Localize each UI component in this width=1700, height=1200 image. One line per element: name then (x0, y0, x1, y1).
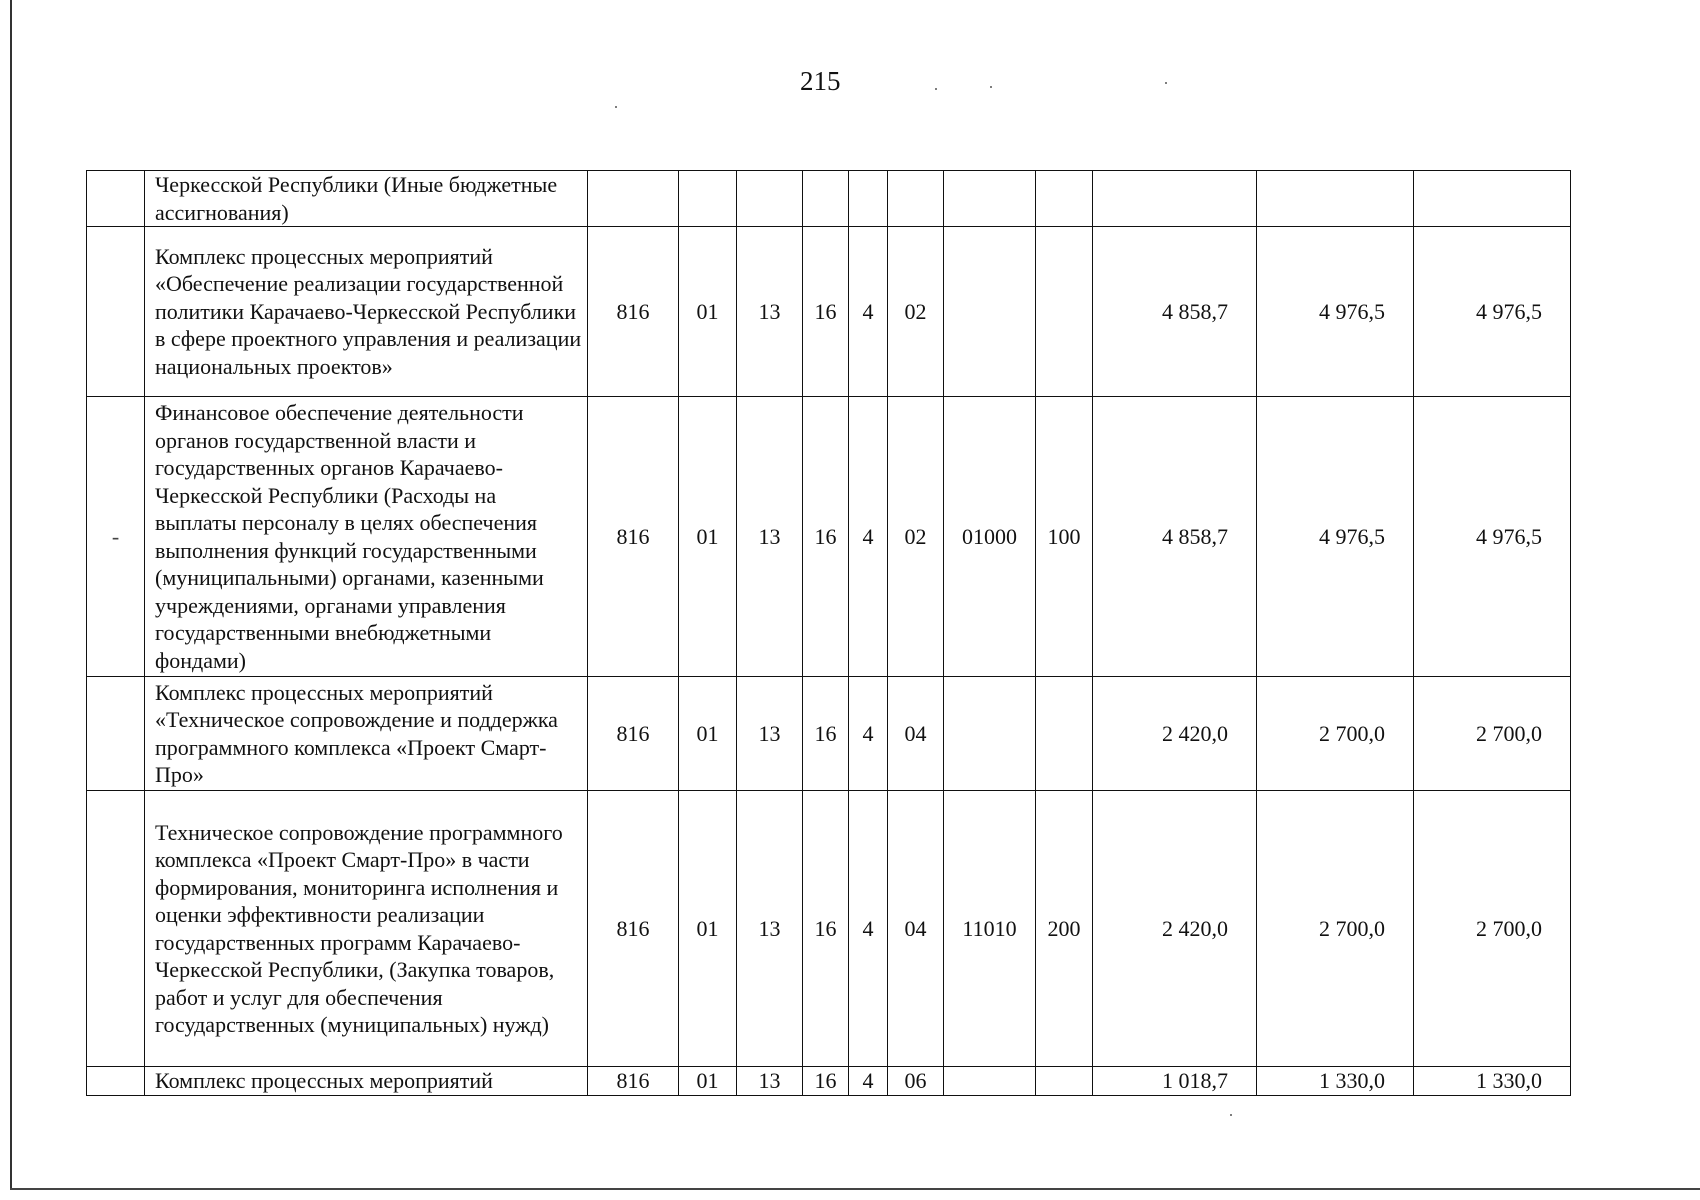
scan-border-left (10, 0, 12, 1190)
type-code: 4 (849, 677, 888, 791)
row-mark (87, 171, 145, 227)
amount-year-2 (1257, 171, 1414, 227)
expense-type-code (1036, 227, 1093, 397)
structure-code: 04 (888, 791, 944, 1067)
section-code: 01 (679, 677, 737, 791)
type-code: 4 (849, 397, 888, 677)
subsection-code: 13 (737, 1067, 803, 1096)
subsection-code: 13 (737, 791, 803, 1067)
section-code: 01 (679, 227, 737, 397)
expense-type-code (1036, 677, 1093, 791)
amount-year-1: 4 858,7 (1093, 397, 1257, 677)
scan-border-bottom (10, 1188, 1700, 1190)
expense-name: Финансовое обеспечение деятельности органов государственной власти и государственных органов Карачаево-Черкесской Республики (Расходы на выплаты персоналу в целях обеспечения выполнения функций государственными (муниципальными) органами, казенными учреждениями, органами управления государственными внебюджетными фондами) (145, 397, 588, 677)
structure-code: 02 (888, 397, 944, 677)
structure-code (888, 171, 944, 227)
expense-name: Комплекс процессных мероприятий «Обеспечение реализации государственной политики Карачаево-Черкесской Республики в сфере проектного управления и реализации национальных проектов» (145, 227, 588, 397)
ministry-code: 816 (588, 677, 679, 791)
program-code (803, 171, 849, 227)
structure-code: 06 (888, 1067, 944, 1096)
amount-year-3: 1 330,0 (1414, 1067, 1571, 1096)
amount-year-1: 4 858,7 (1093, 227, 1257, 397)
type-code: 4 (849, 227, 888, 397)
direction-code (944, 1067, 1036, 1096)
amount-year-1: 2 420,0 (1093, 791, 1257, 1067)
type-code (849, 171, 888, 227)
amount-year-2: 2 700,0 (1257, 677, 1414, 791)
section-code (679, 171, 737, 227)
ministry-code: 816 (588, 1067, 679, 1096)
expense-name: Комплекс процессных мероприятий «Техническое сопровождение и поддержка программного комплекса «Проект Смарт-Про» (145, 677, 588, 791)
program-code: 16 (803, 1067, 849, 1096)
amount-year-3: 4 976,5 (1414, 227, 1571, 397)
page-number: 215 (800, 66, 841, 96)
ministry-code: 816 (588, 227, 679, 397)
expense-type-code: 100 (1036, 397, 1093, 677)
scan-speck (935, 88, 937, 90)
amount-year-1 (1093, 171, 1257, 227)
structure-code: 04 (888, 677, 944, 791)
row-mark (87, 227, 145, 397)
subsection-code: 13 (737, 677, 803, 791)
row-mark (87, 677, 145, 791)
scan-speck (990, 86, 992, 88)
table-row (87, 171, 1571, 227)
row-mark (87, 1067, 145, 1096)
table-row (87, 1067, 1571, 1096)
section-code: 01 (679, 791, 737, 1067)
amount-year-1: 1 018,7 (1093, 1067, 1257, 1096)
expense-name: Комплекс процессных мероприятий (145, 1067, 588, 1096)
program-code: 16 (803, 397, 849, 677)
section-code: 01 (679, 1067, 737, 1096)
direction-code: 11010 (944, 791, 1036, 1067)
amount-year-3: 2 700,0 (1414, 677, 1571, 791)
amount-year-2: 1 330,0 (1257, 1067, 1414, 1096)
budget-table (86, 170, 1571, 1096)
expense-type-code: 200 (1036, 791, 1093, 1067)
subsection-code (737, 171, 803, 227)
program-code: 16 (803, 791, 849, 1067)
scan-speck (615, 106, 617, 108)
expense-name: Черкесской Республики (Иные бюджетные ассигнования) (145, 171, 588, 227)
table-row (87, 791, 1571, 1067)
subsection-code: 13 (737, 227, 803, 397)
program-code: 16 (803, 677, 849, 791)
ministry-code (588, 171, 679, 227)
direction-code (944, 171, 1036, 227)
program-code: 16 (803, 227, 849, 397)
direction-code: 01000 (944, 397, 1036, 677)
amount-year-1: 2 420,0 (1093, 677, 1257, 791)
row-mark (87, 791, 145, 1067)
amount-year-3: 2 700,0 (1414, 791, 1571, 1067)
table-row (87, 397, 1571, 677)
subsection-code: 13 (737, 397, 803, 677)
structure-code: 02 (888, 227, 944, 397)
table-row (87, 227, 1571, 397)
scan-speck (1165, 82, 1167, 84)
direction-code (944, 677, 1036, 791)
amount-year-3 (1414, 171, 1571, 227)
amount-year-2: 4 976,5 (1257, 397, 1414, 677)
table-row (87, 677, 1571, 791)
type-code: 4 (849, 791, 888, 1067)
amount-year-2: 4 976,5 (1257, 227, 1414, 397)
row-mark: - (87, 397, 145, 677)
amount-year-2: 2 700,0 (1257, 791, 1414, 1067)
type-code: 4 (849, 1067, 888, 1096)
scan-speck (1230, 1114, 1232, 1116)
ministry-code: 816 (588, 791, 679, 1067)
direction-code (944, 227, 1036, 397)
expense-type-code (1036, 1067, 1093, 1096)
expense-type-code (1036, 171, 1093, 227)
amount-year-3: 4 976,5 (1414, 397, 1571, 677)
section-code: 01 (679, 397, 737, 677)
ministry-code: 816 (588, 397, 679, 677)
expense-name: Техническое сопровождение программного комплекса «Проект Смарт-Про» в части формирования, мониторинга исполнения и оценки эффективности реализации государственных программ Карачаево-Черкесской Республики, (Закупка товаров, работ и услуг для обеспечения государственных (муниципальных) нужд) (145, 791, 588, 1067)
